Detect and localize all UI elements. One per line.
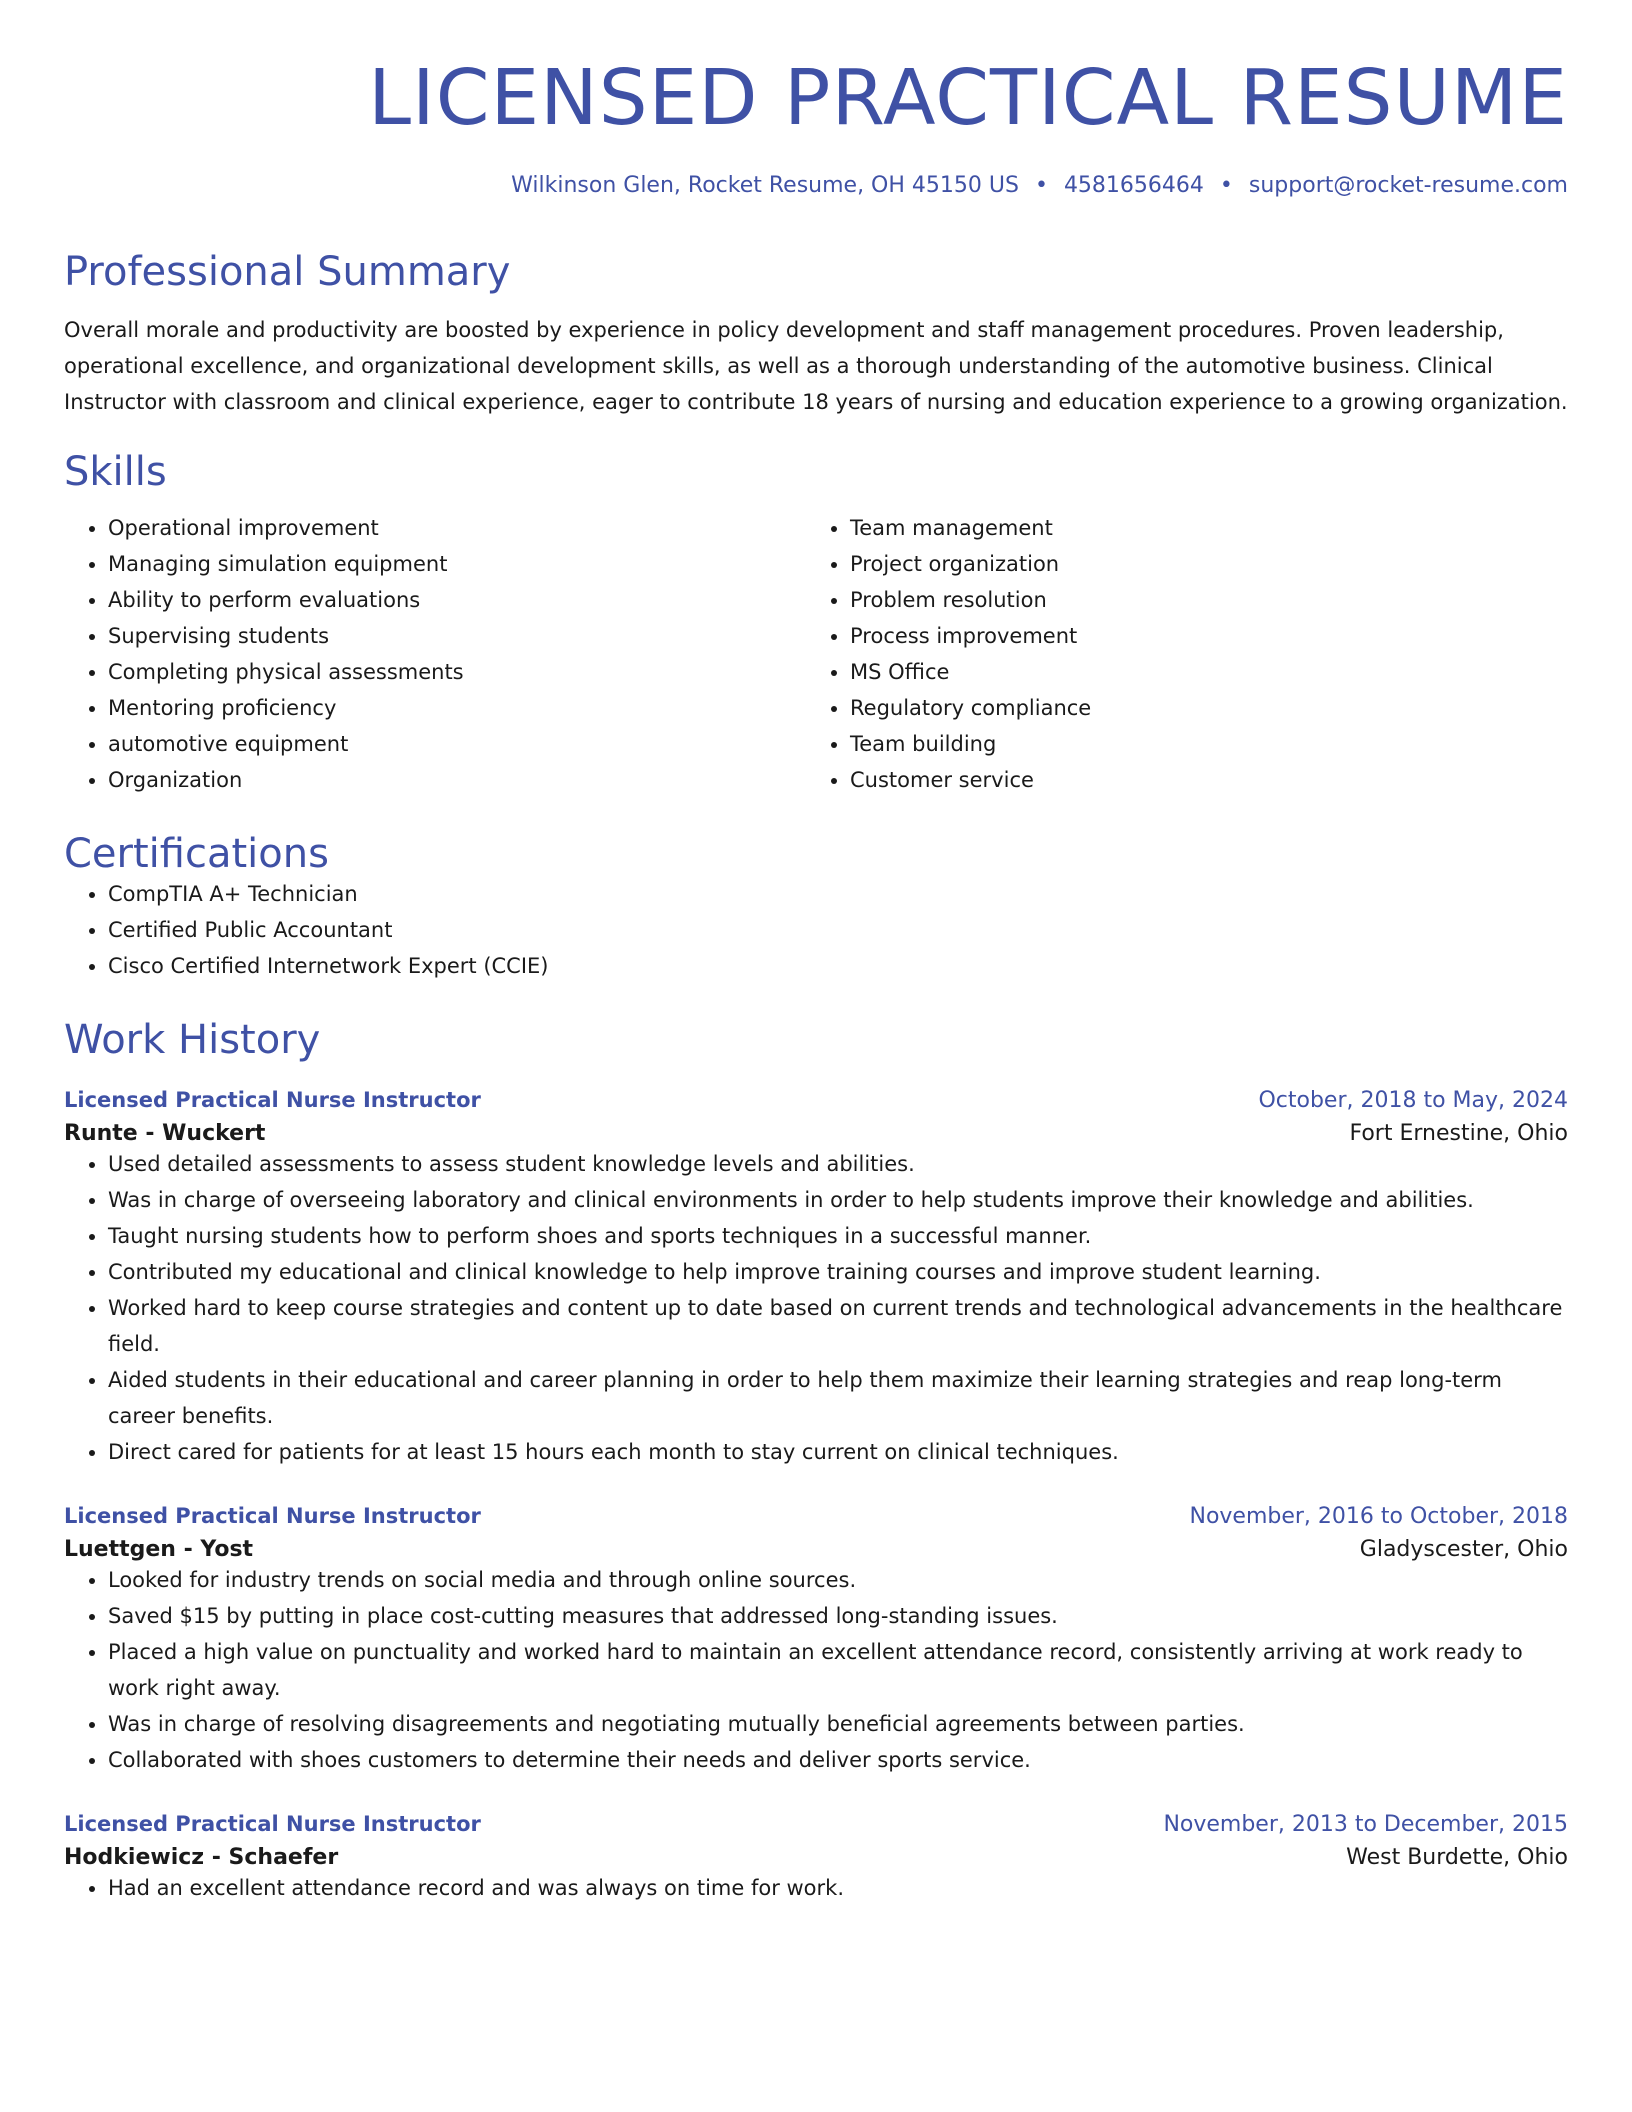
skill-item: • Team management — [850, 510, 1548, 546]
certifications-heading: Certifications — [64, 831, 329, 877]
skills-grid — [64, 510, 1568, 798]
job-bullet: • Saved $15 by putting in place cost-cutting measures that addressed long-standing issues. — [108, 1598, 1568, 1634]
skill-item: • Team building — [850, 726, 1548, 762]
job-bullet: • Used detailed assessments to assess student knowledge levels and abilities. — [108, 1146, 1568, 1182]
contact-separator: • — [1219, 173, 1233, 198]
skill-item: • Ability to perform evaluations — [108, 582, 806, 618]
job-header-row — [64, 1812, 1568, 1837]
job-bullet: • Collaborated with shoes customers to determine their needs and deliver sports service. — [108, 1742, 1568, 1778]
skills-list-left — [64, 510, 806, 798]
job-location: Gladyscester, Ohio — [1359, 1537, 1568, 1562]
skill-item: • Operational improvement — [108, 510, 806, 546]
job-company: Runte - Wuckert — [64, 1121, 266, 1146]
contact-address: Wilkinson Glen, Rocket Resume, OH 45150 US — [511, 173, 1019, 198]
job-company-row — [64, 1121, 1568, 1146]
contact-phone: 4581656464 — [1063, 173, 1204, 198]
job-bullets — [64, 1146, 1568, 1470]
skill-item: • automotive equipment — [108, 726, 806, 762]
skills-heading: Skills — [64, 449, 167, 495]
job-company: Luettgen - Yost — [64, 1537, 254, 1562]
job-bullet: • Taught nursing students how to perform shoes and sports techniques in a successful manner. — [108, 1218, 1568, 1254]
skill-item: • Managing simulation equipment — [108, 546, 806, 582]
skills-column-left — [64, 510, 806, 798]
job-title: Licensed Practical Nurse Instructor — [64, 1088, 481, 1112]
resume-page — [64, 52, 1568, 1906]
resume-title: LICENSED PRACTICAL RESUME — [368, 54, 1568, 143]
skill-item: • Regulatory compliance — [850, 690, 1548, 726]
job-bullet: • Was in charge of overseeing laboratory and clinical environments in order to help students improve their knowledge and abilities. — [108, 1182, 1568, 1218]
contact-line — [64, 173, 1568, 198]
job-bullet: • Aided students in their educational and career planning in order to help them maximize their learning strategies and reap long-term career benefits. — [108, 1362, 1568, 1434]
job-bullet: • Contributed my educational and clinical knowledge to help improve training courses and improve student learning. — [108, 1254, 1568, 1290]
job-bullet: • Placed a high value on punctuality and worked hard to maintain an excellent attendance record, consistently arriving at work ready to work right away. — [108, 1634, 1568, 1706]
job-dates: November, 2013 to December, 2015 — [1163, 1812, 1568, 1837]
skill-item: • Mentoring proficiency — [108, 690, 806, 726]
summary-text: Overall morale and productivity are boosted by experience in policy development and staff management procedures. Proven leadership, operational excellence, and organizational development skills, as well as a thorough understanding of the automotive business. Clinical Instructor with classroom and clinical experience, eager to contribute 18 years of nursing and education experience to a growing organization. — [64, 318, 1568, 414]
contact-email[interactable]: support@rocket-resume.com — [1248, 173, 1568, 198]
skill-item: • Problem resolution — [850, 582, 1548, 618]
job-company: Hodkiewicz - Schaefer — [64, 1845, 339, 1870]
skill-item: • Completing physical assessments — [108, 654, 806, 690]
skill-item: • Project organization — [850, 546, 1548, 582]
job-location: West Burdette, Ohio — [1346, 1845, 1568, 1870]
job-bullet: • Was in charge of resolving disagreements and negotiating mutually beneficial agreements between parties. — [108, 1706, 1568, 1742]
contact-separator: • — [1034, 173, 1048, 198]
skill-item: • Customer service — [850, 762, 1548, 798]
skill-item: • MS Office — [850, 654, 1548, 690]
job-header-row — [64, 1088, 1568, 1113]
certification-item: • CompTIA A+ Technician — [108, 876, 1568, 912]
job-dates: October, 2018 to May, 2024 — [1258, 1088, 1568, 1113]
job-bullet: • Worked hard to keep course strategies and content up to date based on current trends and technological advancements in the healthcare field. — [108, 1290, 1568, 1362]
work-history-heading: Work History — [64, 1017, 321, 1063]
job-dates: November, 2016 to October, 2018 — [1189, 1504, 1568, 1529]
certifications-list — [64, 876, 1568, 984]
job-company-row — [64, 1845, 1568, 1870]
job-location: Fort Ernestine, Ohio — [1349, 1121, 1568, 1146]
job-entry — [64, 1088, 1568, 1470]
job-title: Licensed Practical Nurse Instructor — [64, 1812, 481, 1836]
skill-item: • Organization — [108, 762, 806, 798]
certification-item: • Cisco Certified Internetwork Expert (CCIE) — [108, 948, 1568, 984]
skills-list-right — [806, 510, 1548, 798]
job-bullet: • Looked for industry trends on social media and through online sources. — [108, 1562, 1568, 1598]
certification-item: • Certified Public Accountant — [108, 912, 1568, 948]
summary-heading: Professional Summary — [64, 249, 511, 295]
skill-item: • Supervising students — [108, 618, 806, 654]
job-bullet: • Direct cared for patients for at least 15 hours each month to stay current on clinical techniques. — [108, 1434, 1568, 1470]
job-bullet: • Had an excellent attendance record and was always on time for work. — [108, 1870, 1568, 1906]
job-entry — [64, 1812, 1568, 1906]
job-header-row — [64, 1504, 1568, 1529]
job-bullets — [64, 1870, 1568, 1906]
skill-item: • Process improvement — [850, 618, 1548, 654]
job-company-row — [64, 1537, 1568, 1562]
job-bullets — [64, 1562, 1568, 1778]
job-title: Licensed Practical Nurse Instructor — [64, 1504, 481, 1528]
job-entry — [64, 1504, 1568, 1778]
skills-column-right — [806, 510, 1548, 798]
